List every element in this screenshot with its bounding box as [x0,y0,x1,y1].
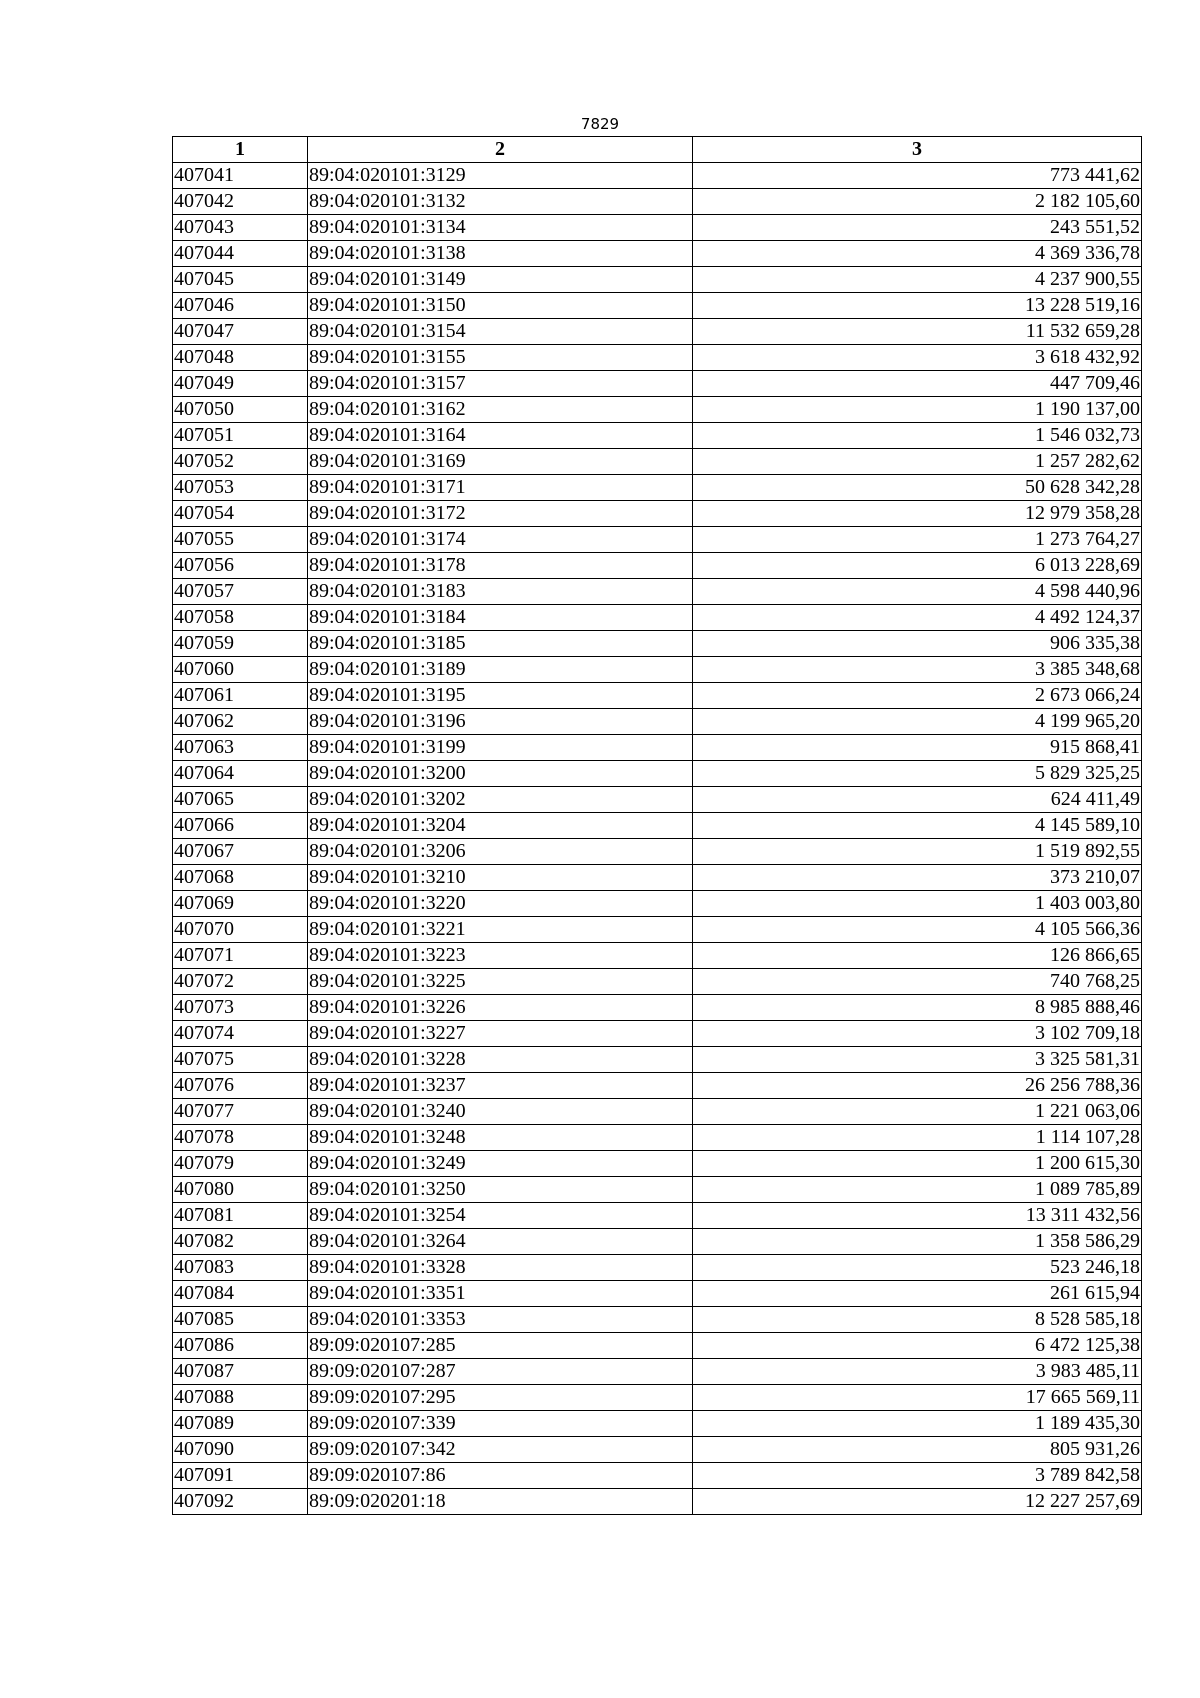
cadastral-number-cell: 89:04:020101:3254 [308,1203,693,1229]
cadastral-value-cell: 3 618 432,92 [693,345,1142,371]
table-row [173,631,1142,657]
table-row [173,345,1142,371]
table-row [173,501,1142,527]
table-row [173,1359,1142,1385]
cadastral-value-cell: 126 866,65 [693,943,1142,969]
cadastral-value-cell: 3 789 842,58 [693,1463,1142,1489]
row-number-cell: 407045 [173,267,308,293]
table-row [173,319,1142,345]
table-row [173,709,1142,735]
cadastral-value-cell: 11 532 659,28 [693,319,1142,345]
cadastral-number-cell: 89:04:020101:3172 [308,501,693,527]
cadastral-number-cell: 89:04:020101:3200 [308,761,693,787]
cadastral-value-cell: 26 256 788,36 [693,1073,1142,1099]
table-row [173,1333,1142,1359]
row-number-cell: 407060 [173,657,308,683]
table-row [173,1463,1142,1489]
cadastral-value-cell: 915 868,41 [693,735,1142,761]
cadastral-value-cell: 740 768,25 [693,969,1142,995]
cadastral-number-cell: 89:04:020101:3328 [308,1255,693,1281]
cadastral-number-cell: 89:04:020101:3249 [308,1151,693,1177]
row-number-cell: 407071 [173,943,308,969]
cadastral-number-cell: 89:04:020101:3264 [308,1229,693,1255]
row-number-cell: 407055 [173,527,308,553]
table-row [173,1021,1142,1047]
row-number-cell: 407067 [173,839,308,865]
row-number-cell: 407044 [173,241,308,267]
cadastral-value-cell: 4 237 900,55 [693,267,1142,293]
table-row [173,865,1142,891]
table-row [173,969,1142,995]
cadastral-value-cell: 261 615,94 [693,1281,1142,1307]
table-row [173,475,1142,501]
table-row [173,1437,1142,1463]
table-row [173,423,1142,449]
cadastral-value-cell: 1 089 785,89 [693,1177,1142,1203]
cadastral-value-cell: 4 492 124,37 [693,605,1142,631]
table-row [173,1125,1142,1151]
cadastral-value-cell: 4 105 566,36 [693,917,1142,943]
cadastral-number-cell: 89:04:020101:3206 [308,839,693,865]
cadastral-number-cell: 89:04:020101:3150 [308,293,693,319]
cadastral-number-cell: 89:04:020101:3178 [308,553,693,579]
table-row [173,657,1142,683]
cadastral-value-cell: 447 709,46 [693,371,1142,397]
cadastral-value-cell: 1 114 107,28 [693,1125,1142,1151]
table-row [173,813,1142,839]
row-number-cell: 407082 [173,1229,308,1255]
table-row [173,787,1142,813]
cadastral-number-cell: 89:04:020101:3183 [308,579,693,605]
cadastral-number-cell: 89:04:020101:3149 [308,267,693,293]
cadastral-value-cell: 1 546 032,73 [693,423,1142,449]
row-number-cell: 407064 [173,761,308,787]
cadastral-number-cell: 89:04:020101:3226 [308,995,693,1021]
cadastral-value-cell: 1 200 615,30 [693,1151,1142,1177]
row-number-cell: 407074 [173,1021,308,1047]
row-number-cell: 407053 [173,475,308,501]
table-body [173,163,1142,1515]
table-row [173,891,1142,917]
page-number: 7829 [580,115,620,133]
row-number-cell: 407079 [173,1151,308,1177]
table-row [173,917,1142,943]
cadastral-number-cell: 89:04:020101:3154 [308,319,693,345]
row-number-cell: 407058 [173,605,308,631]
table-row [173,995,1142,1021]
column-header-3: 3 [693,137,1142,163]
cadastral-value-cell: 1 189 435,30 [693,1411,1142,1437]
column-header-1: 1 [173,137,308,163]
row-number-cell: 407063 [173,735,308,761]
table-row [173,839,1142,865]
table-row [173,1151,1142,1177]
table-row [173,397,1142,423]
cadastral-number-cell: 89:04:020101:3228 [308,1047,693,1073]
cadastral-value-cell: 6 472 125,38 [693,1333,1142,1359]
table-row [173,553,1142,579]
cadastral-number-cell: 89:04:020101:3138 [308,241,693,267]
row-number-cell: 407059 [173,631,308,657]
table-row [173,1177,1142,1203]
row-number-cell: 407049 [173,371,308,397]
cadastral-value-cell: 624 411,49 [693,787,1142,813]
table-row [173,1073,1142,1099]
cadastral-value-cell: 13 228 519,16 [693,293,1142,319]
cadastral-value-cell: 1 358 586,29 [693,1229,1142,1255]
table-row [173,1385,1142,1411]
row-number-cell: 407089 [173,1411,308,1437]
row-number-cell: 407043 [173,215,308,241]
table-row [173,189,1142,215]
table-row [173,163,1142,189]
row-number-cell: 407086 [173,1333,308,1359]
row-number-cell: 407081 [173,1203,308,1229]
cadastral-value-cell: 1 190 137,00 [693,397,1142,423]
table-row [173,1411,1142,1437]
row-number-cell: 407076 [173,1073,308,1099]
cadastral-number-cell: 89:04:020101:3129 [308,163,693,189]
cadastral-value-cell: 373 210,07 [693,865,1142,891]
cadastral-number-cell: 89:04:020101:3227 [308,1021,693,1047]
row-number-cell: 407091 [173,1463,308,1489]
row-number-cell: 407042 [173,189,308,215]
cadastral-value-cell: 523 246,18 [693,1255,1142,1281]
cadastral-number-cell: 89:04:020101:3157 [308,371,693,397]
cadastral-number-cell: 89:04:020101:3196 [308,709,693,735]
table-row [173,1307,1142,1333]
cadastral-number-cell: 89:04:020101:3202 [308,787,693,813]
cadastral-number-cell: 89:04:020101:3199 [308,735,693,761]
cadastral-value-cell: 1 519 892,55 [693,839,1142,865]
row-number-cell: 407088 [173,1385,308,1411]
row-number-cell: 407041 [173,163,308,189]
row-number-cell: 407087 [173,1359,308,1385]
row-number-cell: 407085 [173,1307,308,1333]
cadastral-number-cell: 89:04:020101:3351 [308,1281,693,1307]
cadastral-number-cell: 89:04:020101:3155 [308,345,693,371]
row-number-cell: 407084 [173,1281,308,1307]
row-number-cell: 407054 [173,501,308,527]
table-row [173,1099,1142,1125]
cadastral-number-cell: 89:04:020101:3171 [308,475,693,501]
row-number-cell: 407051 [173,423,308,449]
cadastral-value-cell: 17 665 569,11 [693,1385,1142,1411]
table-row [173,1255,1142,1281]
row-number-cell: 407047 [173,319,308,345]
cadastral-number-cell: 89:04:020101:3237 [308,1073,693,1099]
cadastral-number-cell: 89:09:020107:342 [308,1437,693,1463]
cadastral-value-cell: 6 013 228,69 [693,553,1142,579]
row-number-cell: 407080 [173,1177,308,1203]
cadastral-number-cell: 89:09:020107:86 [308,1463,693,1489]
row-number-cell: 407048 [173,345,308,371]
row-number-cell: 407069 [173,891,308,917]
cadastral-number-cell: 89:04:020101:3185 [308,631,693,657]
table-row [173,579,1142,605]
row-number-cell: 407073 [173,995,308,1021]
cadastral-value-cell: 906 335,38 [693,631,1142,657]
row-number-cell: 407072 [173,969,308,995]
cadastral-value-cell: 1 221 063,06 [693,1099,1142,1125]
cadastral-value-cell: 2 182 105,60 [693,189,1142,215]
cadastral-value-cell: 13 311 432,56 [693,1203,1142,1229]
table-row [173,449,1142,475]
table-row [173,371,1142,397]
cadastral-number-cell: 89:04:020101:3164 [308,423,693,449]
table-row [173,215,1142,241]
row-number-cell: 407065 [173,787,308,813]
cadastral-value-cell: 12 227 257,69 [693,1489,1142,1515]
header-row [173,137,1142,163]
table-row [173,683,1142,709]
cadastral-value-cell: 12 979 358,28 [693,501,1142,527]
row-number-cell: 407090 [173,1437,308,1463]
cadastral-number-cell: 89:09:020107:285 [308,1333,693,1359]
cadastral-number-cell: 89:04:020101:3250 [308,1177,693,1203]
cadastral-number-cell: 89:09:020201:18 [308,1489,693,1515]
row-number-cell: 407046 [173,293,308,319]
cadastral-value-table [172,136,1142,1515]
table-row [173,1203,1142,1229]
cadastral-number-cell: 89:04:020101:3210 [308,865,693,891]
cadastral-value-cell: 8 985 888,46 [693,995,1142,1021]
cadastral-number-cell: 89:04:020101:3248 [308,1125,693,1151]
cadastral-value-cell: 2 673 066,24 [693,683,1142,709]
row-number-cell: 407077 [173,1099,308,1125]
cadastral-number-cell: 89:09:020107:287 [308,1359,693,1385]
cadastral-number-cell: 89:04:020101:3220 [308,891,693,917]
cadastral-value-cell: 50 628 342,28 [693,475,1142,501]
table-row [173,1281,1142,1307]
row-number-cell: 407078 [173,1125,308,1151]
cadastral-number-cell: 89:09:020107:339 [308,1411,693,1437]
cadastral-value-cell: 8 528 585,18 [693,1307,1142,1333]
cadastral-value-cell: 3 102 709,18 [693,1021,1142,1047]
table-row [173,527,1142,553]
cadastral-value-cell: 3 385 348,68 [693,657,1142,683]
cadastral-number-cell: 89:04:020101:3240 [308,1099,693,1125]
cadastral-value-cell: 4 598 440,96 [693,579,1142,605]
row-number-cell: 407070 [173,917,308,943]
row-number-cell: 407062 [173,709,308,735]
row-number-cell: 407050 [173,397,308,423]
column-header-2: 2 [308,137,693,163]
row-number-cell: 407092 [173,1489,308,1515]
cadastral-number-cell: 89:04:020101:3225 [308,969,693,995]
cadastral-number-cell: 89:04:020101:3174 [308,527,693,553]
cadastral-number-cell: 89:04:020101:3353 [308,1307,693,1333]
cadastral-value-cell: 5 829 325,25 [693,761,1142,787]
cadastral-number-cell: 89:04:020101:3223 [308,943,693,969]
row-number-cell: 407057 [173,579,308,605]
cadastral-value-cell: 805 931,26 [693,1437,1142,1463]
cadastral-number-cell: 89:04:020101:3184 [308,605,693,631]
table-row [173,735,1142,761]
cadastral-number-cell: 89:04:020101:3204 [308,813,693,839]
table-row [173,1229,1142,1255]
table-header [173,137,1142,163]
table-row [173,293,1142,319]
cadastral-value-cell: 1 403 003,80 [693,891,1142,917]
cadastral-number-cell: 89:04:020101:3221 [308,917,693,943]
row-number-cell: 407056 [173,553,308,579]
cadastral-value-cell: 4 199 965,20 [693,709,1142,735]
row-number-cell: 407083 [173,1255,308,1281]
cadastral-number-cell: 89:04:020101:3169 [308,449,693,475]
table-row [173,241,1142,267]
row-number-cell: 407052 [173,449,308,475]
row-number-cell: 407061 [173,683,308,709]
table-row [173,605,1142,631]
cadastral-value-cell: 1 257 282,62 [693,449,1142,475]
table-row [173,761,1142,787]
cadastral-value-cell: 4 369 336,78 [693,241,1142,267]
row-number-cell: 407075 [173,1047,308,1073]
cadastral-value-cell: 243 551,52 [693,215,1142,241]
cadastral-number-cell: 89:04:020101:3162 [308,397,693,423]
table-row [173,267,1142,293]
table-row [173,1047,1142,1073]
cadastral-number-cell: 89:04:020101:3189 [308,657,693,683]
cadastral-value-cell: 1 273 764,27 [693,527,1142,553]
cadastral-number-cell: 89:09:020107:295 [308,1385,693,1411]
cadastral-number-cell: 89:04:020101:3195 [308,683,693,709]
cadastral-value-cell: 773 441,62 [693,163,1142,189]
cadastral-value-cell: 4 145 589,10 [693,813,1142,839]
cadastral-number-cell: 89:04:020101:3132 [308,189,693,215]
row-number-cell: 407066 [173,813,308,839]
table-row [173,943,1142,969]
table-row [173,1489,1142,1515]
cadastral-number-cell: 89:04:020101:3134 [308,215,693,241]
row-number-cell: 407068 [173,865,308,891]
cadastral-value-cell: 3 325 581,31 [693,1047,1142,1073]
cadastral-value-cell: 3 983 485,11 [693,1359,1142,1385]
